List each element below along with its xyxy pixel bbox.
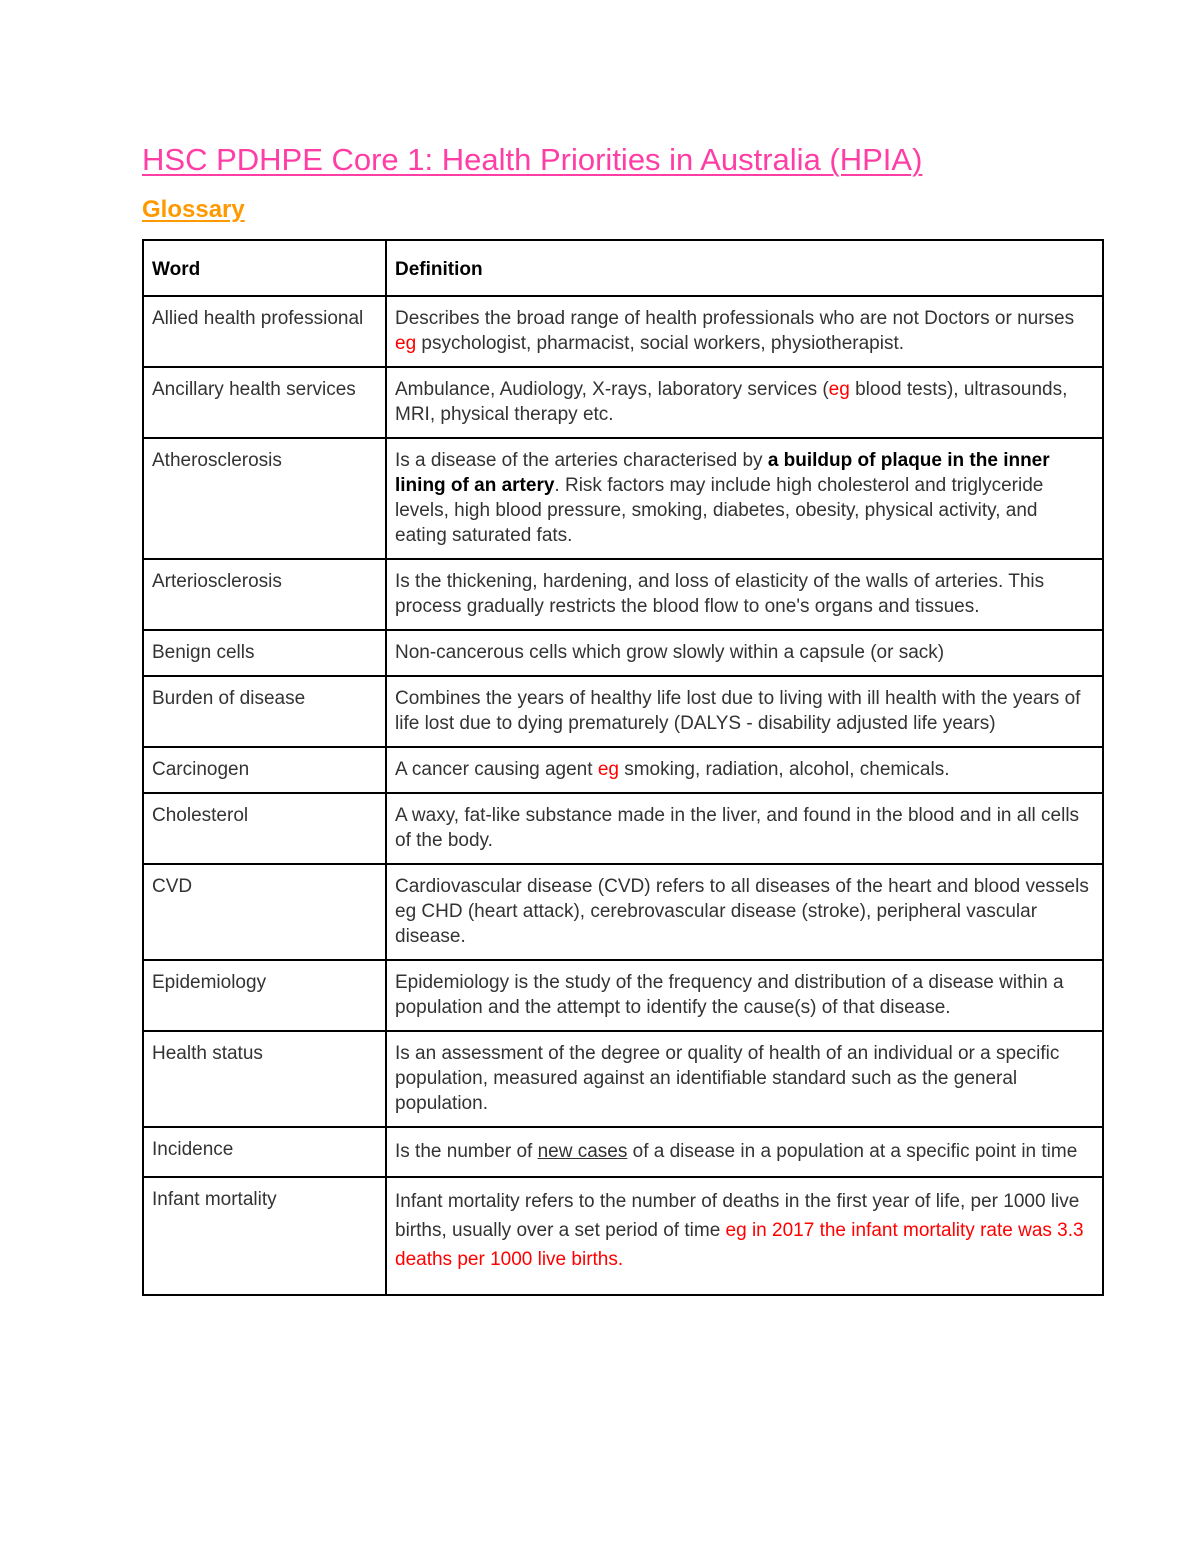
definition-text: Is the number of [395,1141,538,1162]
definition-text: A cancer causing agent [395,759,598,780]
table-row [143,1127,1103,1177]
eg-highlight: eg [395,333,417,354]
table-row [143,559,1103,630]
section-heading: Glossary [142,196,245,223]
definition-cell [386,296,1103,367]
column-header-word: Word [143,240,386,296]
table-row [143,367,1103,438]
definition-cell: Epidemiology is the study of the frequency and distribution of a disease within a population and the attempt to identify the cause(s) of that disease. [386,960,1103,1031]
glossary-table [142,239,1104,1296]
table-row [143,1177,1103,1295]
term-cell: CVD [143,864,386,960]
definition-cell: Non-cancerous cells which grow slowly within a capsule (or sack) [386,630,1103,676]
underlined-phrase: new cases [537,1141,628,1162]
definition-text: blood tests), ultrasounds, MRI, physical therapy etc. [395,379,1068,425]
term-cell: Benign cells [143,630,386,676]
definition-text: psychologist, pharmacist, social workers, physiotherapist. [416,333,905,354]
definition-cell [386,438,1103,559]
term-cell: Ancillary health services [143,367,386,438]
definition-cell [386,747,1103,793]
definition-text: . Risk factors may include high cholesterol and triglyceride levels, high blood pressure, smoking, diabetes, obesity, physical activity, and eating saturated fats. [395,475,1044,546]
term-cell: Arteriosclerosis [143,559,386,630]
page-title: HSC PDHPE Core 1: Health Priorities in Australia (HPIA) [142,142,923,177]
example-highlight: eg in 2017 the infant mortality rate was 3.3 deaths per 1000 live births. [395,1220,1084,1270]
definition-text: Is a disease of the arteries characterised by [395,450,768,471]
definition-cell: A waxy, fat-like substance made in the liver, and found in the blood and in all cells of the body. [386,793,1103,864]
table-row [143,1031,1103,1127]
term-cell: Incidence [143,1127,386,1177]
definition-cell: Cardiovascular disease (CVD) refers to all diseases of the heart and blood vessels eg CHD (heart attack), cerebrovascular disease (stroke), peripheral vascular disease. [386,864,1103,960]
definition-cell: Is the thickening, hardening, and loss of elasticity of the walls of arteries. This process gradually restricts the blood flow to one's organs and tissues. [386,559,1103,630]
table-row [143,438,1103,559]
term-cell: Carcinogen [143,747,386,793]
term-cell: Atherosclerosis [143,438,386,559]
term-cell: Health status [143,1031,386,1127]
bold-phrase: a buildup of plaque in the inner lining of an artery [395,450,1050,496]
term-cell: Infant mortality [143,1177,386,1295]
definition-cell [386,367,1103,438]
eg-highlight: eg [828,379,850,400]
definition-text: Infant mortality refers to the number of deaths in the first year of life, per 1000 live births, usually over a set period of time [395,1191,1080,1241]
table-row [143,793,1103,864]
table-row [143,676,1103,747]
table-row [143,630,1103,676]
term-cell: Epidemiology [143,960,386,1031]
term-cell: Allied health professional [143,296,386,367]
definition-text: Ambulance, Audiology, X-rays, laboratory services ( [395,379,829,400]
term-cell: Cholesterol [143,793,386,864]
column-header-definition: Definition [386,240,1103,296]
table-row [143,864,1103,960]
table-row [143,296,1103,367]
definition-text: Describes the broad range of health professionals who are not Doctors or nurses [395,308,1075,329]
table-header-row [143,240,1103,296]
table-row [143,960,1103,1031]
definition-text: smoking, radiation, alcohol, chemicals. [618,759,950,780]
table-row [143,747,1103,793]
eg-highlight: eg [597,759,619,780]
definition-cell [386,1127,1103,1177]
term-cell: Burden of disease [143,676,386,747]
definition-cell [386,1177,1103,1295]
definition-text: of a disease in a population at a specific point in time [627,1141,1078,1162]
definition-cell: Combines the years of healthy life lost due to living with ill health with the years of life lost due to dying prematurely (DALYS - disability adjusted life years) [386,676,1103,747]
definition-cell: Is an assessment of the degree or quality of health of an individual or a specific population, measured against an identifiable standard such as the general population. [386,1031,1103,1127]
